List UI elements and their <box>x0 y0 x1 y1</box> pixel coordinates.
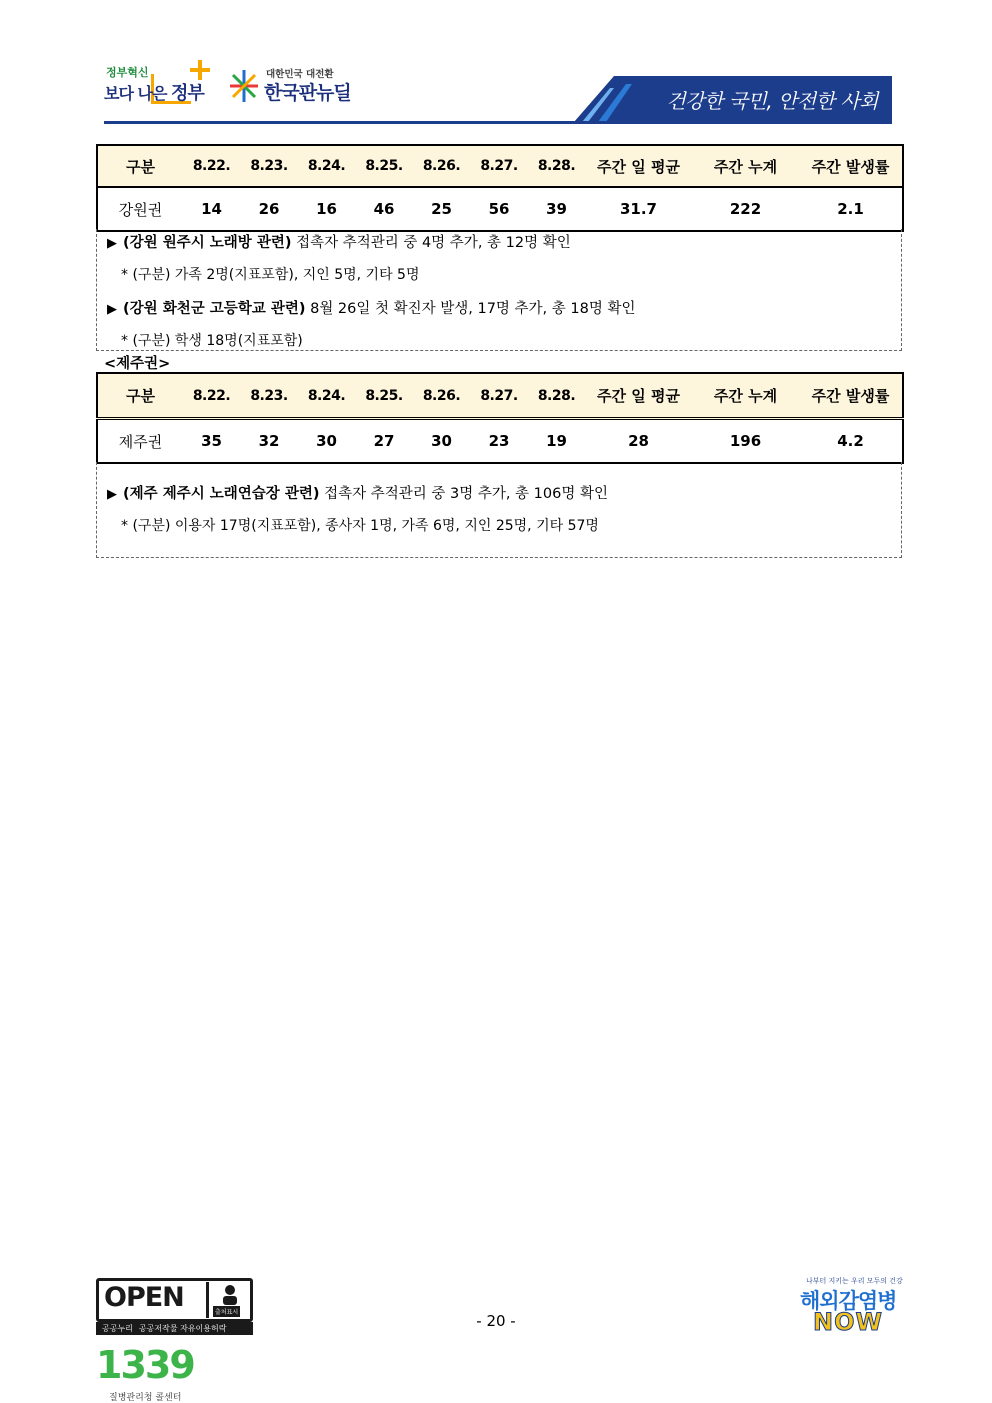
header-cell: 주간 발생률 <box>799 145 903 187</box>
banner-slogan-text: 건강한 국민, 안전한 사회 <box>666 89 878 113</box>
table-cell: 39 <box>546 200 567 218</box>
hotline-1339-logo <box>96 1343 206 1403</box>
person-icon <box>215 1283 245 1307</box>
header-cell: 8.28. <box>528 145 585 187</box>
header-cell: 8.27. <box>470 145 528 187</box>
open-logo-word: OPEN <box>104 1282 184 1313</box>
table-cell: 196 <box>729 432 762 450</box>
jeju-notes-box <box>96 462 902 558</box>
table-cell: 35 <box>201 432 222 450</box>
plus-icon <box>188 58 212 82</box>
header-cell: 주간 누계 <box>692 145 799 187</box>
note-text: 접촉자 추적관리 중 3명 추가, 총 106명 확인 <box>319 486 608 502</box>
header-cell: 8.22. <box>183 373 240 419</box>
header-cell: 주간 누계 <box>692 373 799 419</box>
note-line <box>107 231 571 252</box>
triangle-bullet-icon: ▶ <box>107 302 117 317</box>
table-cell: 강원권 <box>118 200 163 219</box>
header-cell: 8.25. <box>355 373 413 419</box>
slogan-banner <box>574 74 892 126</box>
triangle-bullet-icon: ▶ <box>107 487 117 502</box>
header-cell: 8.24. <box>298 373 355 419</box>
table-cell: 27 <box>373 432 395 450</box>
note-text: 접촉자 추적관리 중 4명 추가, 총 12명 확인 <box>291 235 571 251</box>
jeju-table <box>96 372 904 464</box>
header-cell: 주간 발생률 <box>799 373 903 419</box>
gangwon-notes-box <box>96 229 902 351</box>
note-sub-line: * (구분) 가족 2명(지표포함), 지인 5명, 기타 5명 <box>121 267 420 283</box>
header-cell: 8.24. <box>298 145 355 187</box>
table-cell: 16 <box>316 200 337 218</box>
table-cell: 14 <box>201 200 222 218</box>
disease-logo-title: 해외감염병 <box>800 1289 897 1313</box>
table-cell: 222 <box>729 200 762 218</box>
gangwon-table <box>96 144 904 232</box>
note-line <box>107 297 635 318</box>
table-cell: 31.7 <box>619 200 657 218</box>
header-cell: 8.28. <box>528 373 585 419</box>
triangle-bullet-icon: ▶ <box>107 236 117 251</box>
note-title: (강원 화천군 고등학교 관련) <box>123 301 306 317</box>
jeju-section-label: <제주권> <box>104 356 171 372</box>
table-cell: 26 <box>258 200 280 218</box>
new-deal-big-text: 한국판뉴딜 <box>264 82 351 104</box>
gov-innovation-logo <box>104 64 214 114</box>
page-number: - 20 - <box>476 1312 516 1330</box>
table-cell: 제주권 <box>118 432 163 451</box>
header-cell: 8.27. <box>470 373 528 419</box>
header-cell: 8.23. <box>240 373 298 419</box>
header-cell: 구분 <box>97 145 183 187</box>
table-cell: 30 <box>316 432 337 450</box>
note-title: (제주 제주시 노래연습장 관련) <box>123 486 320 502</box>
table-cell: 30 <box>431 432 452 450</box>
note-sub-line: * (구분) 학생 18명(지표포함) <box>121 333 303 349</box>
table-cell: 2.1 <box>837 200 864 218</box>
table-cell: 32 <box>258 432 280 450</box>
header-cell: 8.23. <box>240 145 298 187</box>
table-cell: 56 <box>488 200 510 218</box>
table-cell: 23 <box>488 432 510 450</box>
table-header-row <box>97 373 903 419</box>
header-cell: 주간 일 평균 <box>585 373 692 419</box>
note-title: (강원 원주시 노래방 관련) <box>123 235 292 251</box>
disease-logo-tagline: 나부터 지키는 우리 모두의 건강 <box>806 1277 903 1285</box>
overseas-disease-now-logo <box>796 1276 903 1338</box>
note-text: 8월 26일 첫 확진자 발생, 17명 추가, 총 18명 확인 <box>305 301 636 317</box>
table-row <box>97 187 903 231</box>
table-row <box>97 419 903 464</box>
table-cell: 19 <box>546 432 567 450</box>
new-deal-burst-icon <box>226 66 262 106</box>
new-deal-small-text: 대한민국 대전환 <box>266 69 334 80</box>
table-header-row <box>97 145 903 187</box>
note-sub-line: * (구분) 이용자 17명(지표포함), 종사자 1명, 가족 6명, 지인 25명, 기타 57명 <box>121 518 599 534</box>
hotline-caption: 질병관리청 콜센터 <box>109 1393 182 1403</box>
header-cell: 8.25. <box>355 145 413 187</box>
header-divider <box>104 121 892 124</box>
table-cell: 4.2 <box>837 432 864 450</box>
header-cell: 8.26. <box>413 145 470 187</box>
header-cell: 8.22. <box>183 145 240 187</box>
table-cell: 46 <box>373 200 395 218</box>
header-cell: 구분 <box>97 373 183 419</box>
header-cell: 8.26. <box>413 373 470 419</box>
hotline-digits: 1339 <box>96 1343 194 1387</box>
header-cell: 주간 일 평균 <box>585 145 692 187</box>
table-cell: 28 <box>628 432 649 450</box>
gov-logo-big-text: 보다 나은 정부 <box>104 83 204 104</box>
table-cell: 25 <box>431 200 452 218</box>
disease-logo-now: NOW <box>813 1308 883 1336</box>
gov-logo-small-text: 정부혁신 <box>106 66 149 79</box>
open-bar-title: 공공누리 <box>102 1324 133 1333</box>
note-line <box>107 482 608 503</box>
korean-new-deal-logo <box>226 66 366 110</box>
attribution-label: 출처표시 <box>213 1306 240 1317</box>
open-bar-desc: 공공저작물 자유이용허락 <box>138 1324 227 1333</box>
